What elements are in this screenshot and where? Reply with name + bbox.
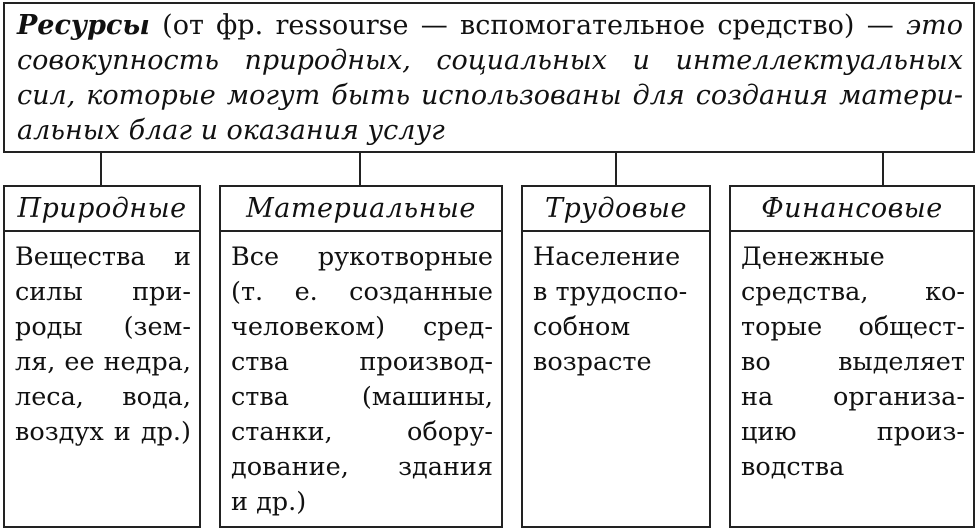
body-line: силы при- [15,277,191,307]
body-line: воздух и др.) [15,417,191,447]
body-line: Вещества и [15,242,191,272]
body-line: на организа- [741,382,965,412]
body-line: ства (машины, [231,382,493,412]
body-line: станки, обору- [231,417,493,447]
definition-text-start: это [906,10,963,41]
connector-4 [882,152,884,186]
body-line: (т. е. созданные [231,277,493,307]
connector-1 [100,152,102,186]
definition-line-1 [17,8,963,43]
body-line: торые общест- [741,312,965,342]
body-line: цию произ- [741,417,965,447]
definition-box [3,2,975,153]
definition-origin: (от фр. ressourse — вспомогательное средство) — [149,10,907,41]
connector-2 [359,152,361,186]
column-body-labor [521,230,711,528]
body-line: человеком) сред- [231,312,493,342]
definition-line-4: альных благ и оказания услуг [17,115,445,146]
body-line: средства, ко- [741,277,965,307]
definition-line-3: сил, которые могут быть использованы для создания матери- [17,80,963,111]
body-line: собном [533,312,631,342]
body-line: в трудоспо- [533,277,688,307]
column-header-natural: Природные [3,185,201,232]
body-line: Население [533,242,681,272]
column-body-material [219,230,503,528]
body-line: ства производ- [231,347,493,377]
body-line: леса, вода, [15,382,191,412]
connector-3 [615,152,617,186]
column-header-material: Материальные [219,185,503,232]
column-header-labor: Трудовые [521,185,711,232]
body-line: дование, здания [231,452,493,482]
column-body-financial [729,230,975,528]
column-header-financial: Финансовые [729,185,975,232]
definition-term: Ресурсы [17,10,150,41]
body-line: и др.) [231,487,307,517]
body-line: водства [741,452,845,482]
body-line: Все рукотворные [231,242,493,272]
body-line: во выделяет [741,347,965,377]
body-line: Денежные [741,242,885,272]
body-line: возрасте [533,347,652,377]
column-body-natural [3,230,201,528]
body-line: роды (зем- [15,312,191,342]
definition-line-2: совокупность природных, социальных и интеллектуальных [17,45,963,76]
body-line: ля, ее недра, [15,347,191,377]
